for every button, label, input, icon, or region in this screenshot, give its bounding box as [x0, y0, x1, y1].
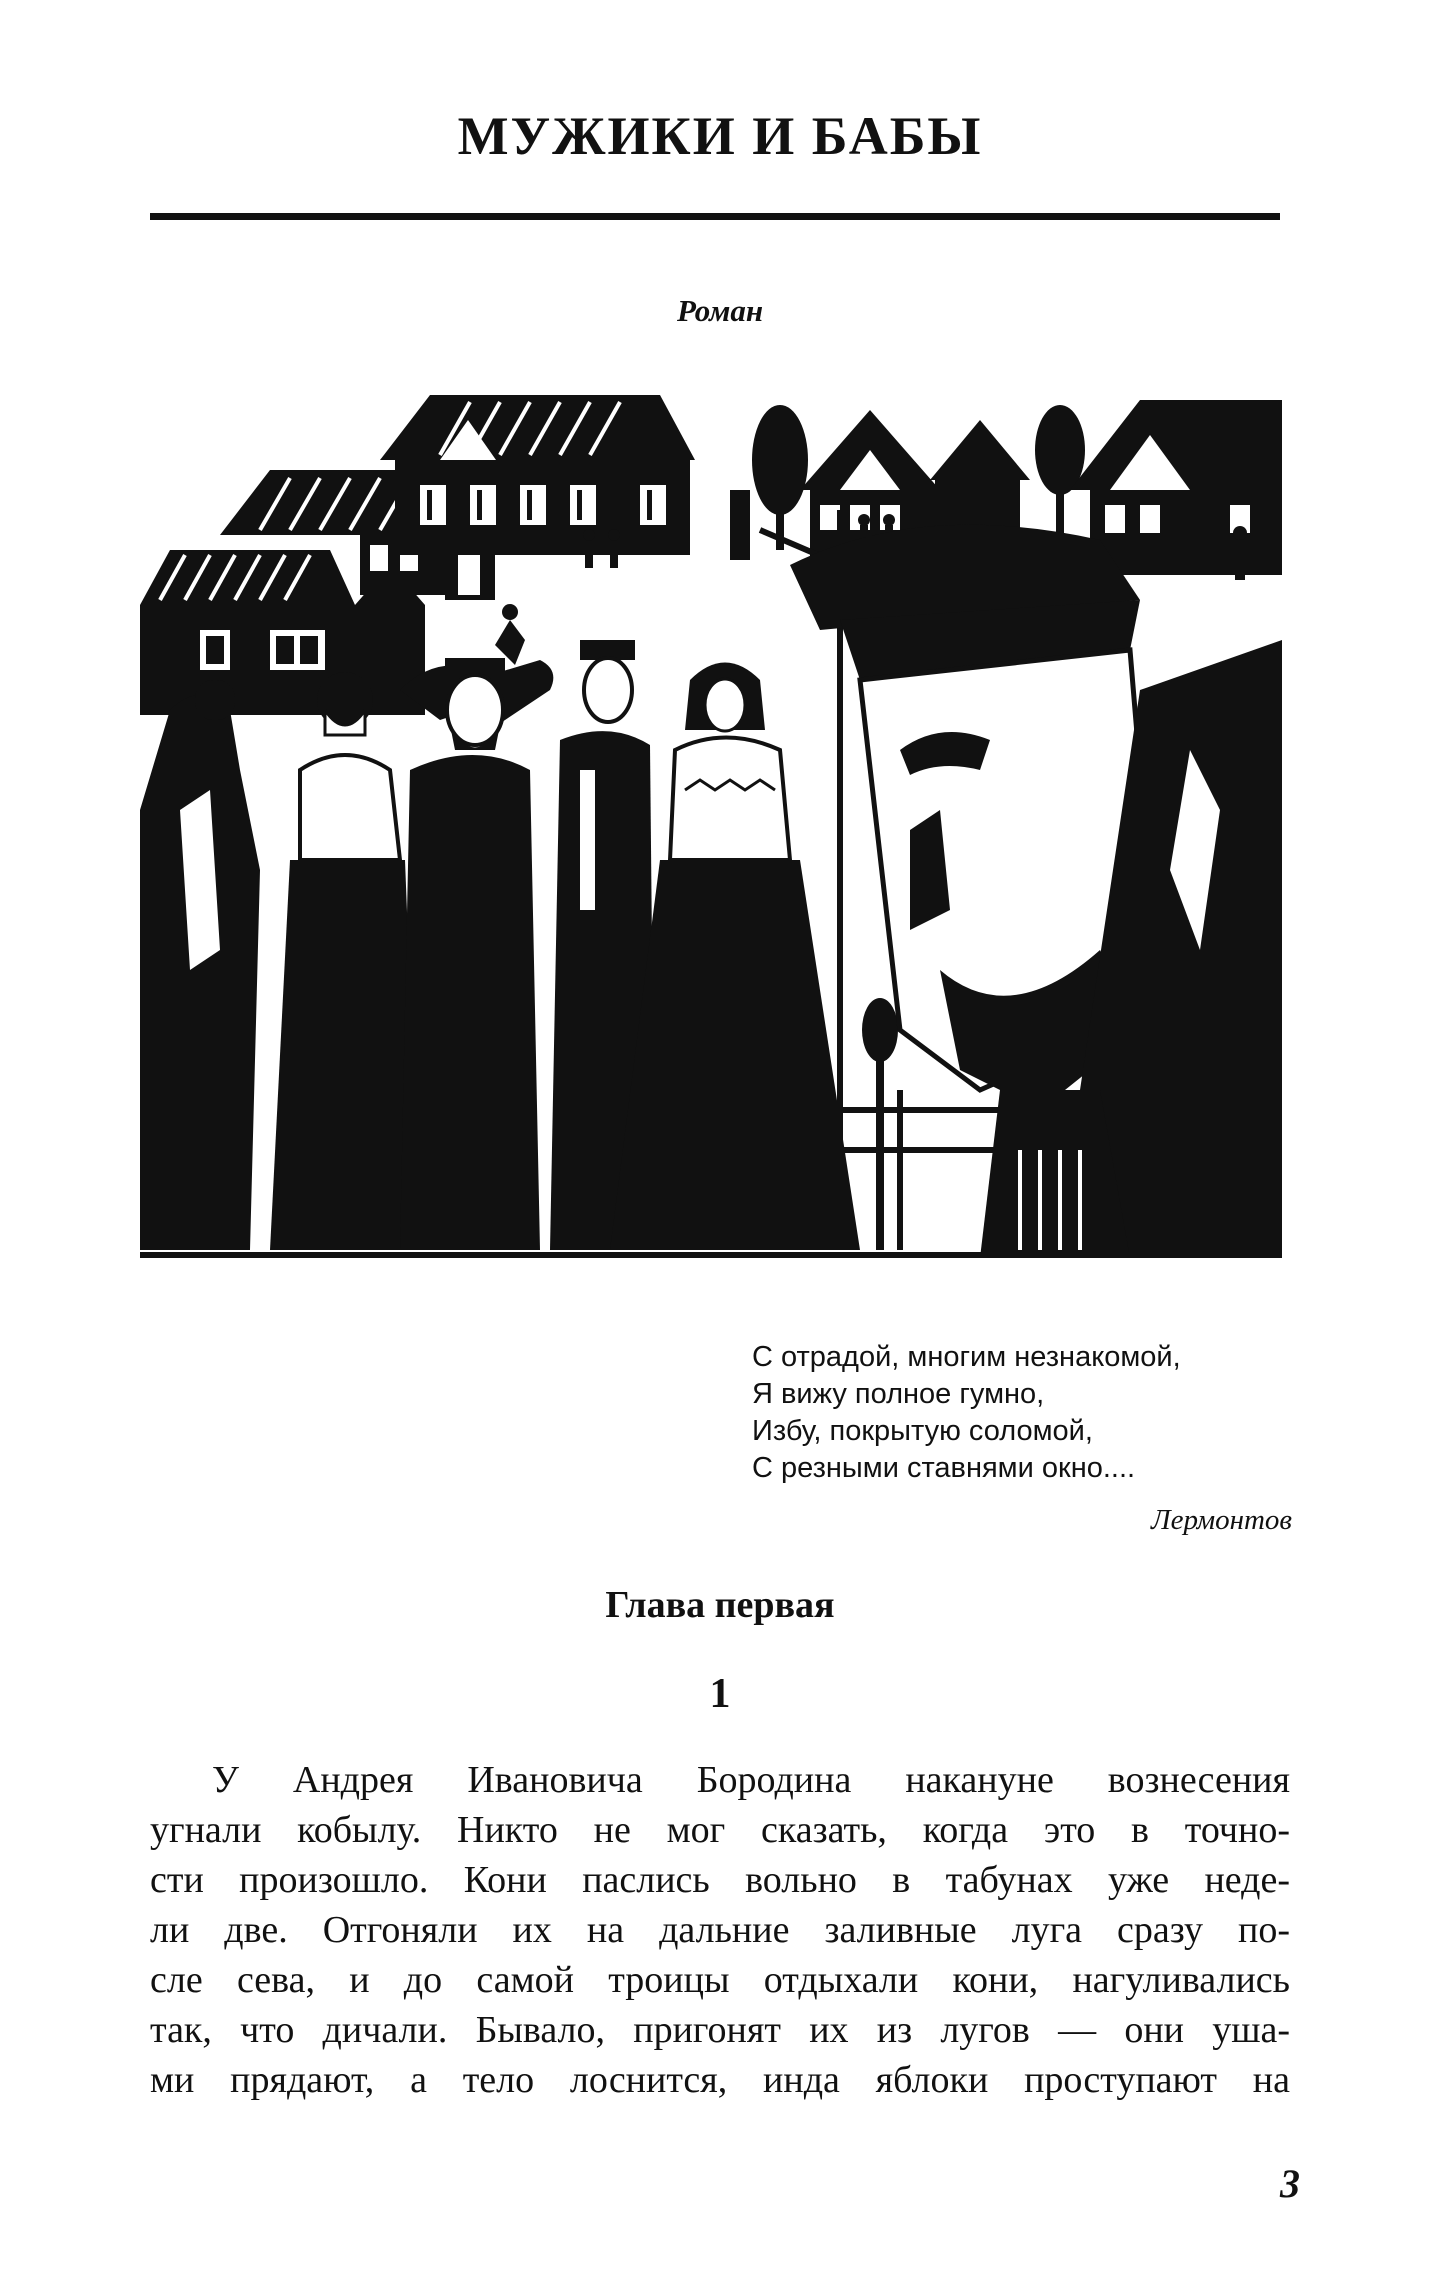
section-number: 1 [709, 1671, 731, 1717]
book-title: МУЖИКИ И БАБЫ [457, 106, 983, 166]
epigraph-line: С резными ставнями окно.... [752, 1452, 1136, 1484]
title-divider [150, 213, 1280, 220]
epigraph [752, 1339, 1292, 1487]
village-woodcut-illustration [140, 390, 1282, 1258]
body-line: так, что дичали. Бывало, пригонят их из лугов — они уша- [150, 2009, 1290, 2051]
epigraph-line: Избу, покрытую соломой, [752, 1415, 1093, 1447]
epigraph-author: Лермонтов [1151, 1504, 1292, 1536]
epigraph-line: С отрадой, многим незнакомой, [752, 1341, 1181, 1373]
body-line: угнали кобылу. Никто не мог сказать, когда это в точно- [150, 1809, 1290, 1851]
epigraph-line: Я вижу полное гумно, [752, 1378, 1045, 1410]
body-line: сле сева, и до самой троицы отдыхали кони, нагуливались [150, 1959, 1290, 2001]
genre-subtitle: Роман [676, 293, 764, 328]
body-text [150, 1755, 1290, 2105]
body-line: У Андрея Ивановича Бородина накануне вознесения [212, 1759, 1290, 1801]
page-number: 3 [1280, 2161, 1300, 2206]
chapter-title: Глава первая [605, 1584, 835, 1626]
body-line: сти произошло. Кони паслись вольно в табунах уже неде- [150, 1859, 1290, 1901]
body-line: ми прядают, а тело лоснится, инда яблоки проступают на [150, 2059, 1290, 2101]
body-line: ли две. Отгоняли их на дальние заливные луга сразу по- [150, 1909, 1290, 1951]
